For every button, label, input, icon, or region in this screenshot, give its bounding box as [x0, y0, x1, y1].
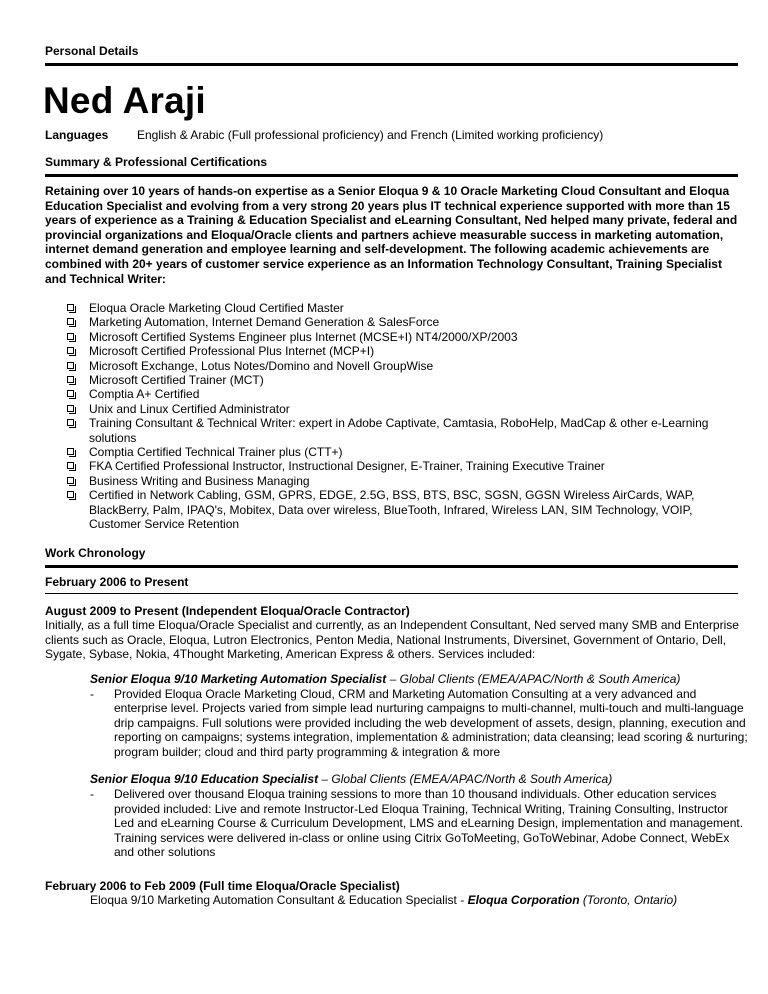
- list-item: [61, 387, 741, 401]
- role-description: [90, 687, 750, 759]
- summary-heading: Summary & Professional Certifications: [45, 155, 268, 169]
- candidate-name: Ned Araji: [43, 80, 206, 121]
- languages-label: Languages: [45, 128, 109, 142]
- role-description-text: Provided Eloqua Oracle Marketing Cloud, CRM and Marketing Automation Consulting at a very advanced and enterprise level. Projects varied from simple lead nurturing campaigns to multi-channel, multi-touch and multi-language drip campaigns. Full solutions were provided including the web development of assets, design, planning, execution and reporting on campaigns; systems integration, implementation & administration; data cleansing; lead scoring & nurturing; program builder; cloud and third party programming & integration & more: [114, 687, 748, 759]
- job-title: August 2009 to Present (Independent Eloqua/Oracle Contractor): [45, 604, 410, 618]
- list-item: [61, 402, 741, 416]
- role-title-line: [90, 672, 750, 686]
- role-title-line: [90, 772, 750, 786]
- role-entry: [90, 772, 750, 859]
- personal-details-heading: Personal Details: [45, 44, 139, 58]
- dash-bullet: -: [90, 787, 94, 802]
- job-entry: [45, 879, 745, 908]
- list-item: [61, 315, 741, 329]
- checkbox-bullet-icon: [67, 318, 74, 325]
- job-role: Eloqua 9/10 Marketing Automation Consultant & Education Specialist -: [90, 893, 468, 908]
- list-item: [61, 301, 741, 315]
- languages-value: English & Arabic (Full professional proficiency) and French (Limited working proficiency): [137, 128, 604, 142]
- section-divider: [45, 565, 738, 568]
- certification-text: Comptia A+ Certified: [89, 387, 200, 402]
- list-item: [61, 445, 741, 459]
- role-description-text: Delivered over thousand Eloqua training sessions to more than 10 thousand individuals. Other education services provided included: Live and remote Instructor-Led Eloqua Training, Technical Writing, Training Consulting, Instructor Led and eLearning Course & Curriculum Development, LMS and eLearning Design, implementation and management. Training services were delivered in-class or online using Citrix GoToMeeting, GoToWebinar, Adobe Connect, WebEx and other solutions: [114, 787, 744, 860]
- period-heading: February 2006 to Present: [45, 575, 189, 589]
- certification-text: Certified in Network Cabling, GSM, GPRS, EDGE, 2.5G, BSS, BTS, BSC, SGSN, GGSN Wireless AirCards, WAP, BlackBerry, Palm, IPAQ's, Mobitex, Data over wireless, BlueTooth, Infrared, Wireless LAN, SIM Technology, VOIP, Customer Service Retention: [89, 488, 695, 532]
- certification-text: Microsoft Exchange, Lotus Notes/Domino and Novell GroupWise: [89, 358, 434, 373]
- list-item: [61, 373, 741, 387]
- role-separator: –: [318, 772, 332, 787]
- list-item: [61, 344, 741, 358]
- checkbox-bullet-icon: [67, 448, 74, 455]
- checkbox-bullet-icon: [67, 405, 74, 412]
- role-separator: –: [386, 671, 400, 686]
- checkbox-bullet-icon: [67, 376, 74, 383]
- role-description: [90, 787, 750, 859]
- list-item: [61, 488, 741, 531]
- certification-text: Unix and Linux Certified Administrator: [89, 401, 290, 416]
- job-intro: Initially, as a full time Eloqua/Oracle Specialist and currently, as an Independent Consultant, Ned served many SMB and Enterprise clients such as Oracle, Eloqua, Lutron Electronics, Penton Media, National Instruments, Diversinet, Government of Ontario, Dell, Sygate, Sybase, Nokia, 4Thought Marketing, American Express & others. Services included:: [45, 618, 739, 662]
- company-name: Eloqua Corporation: [467, 893, 580, 908]
- checkbox-bullet-icon: [67, 390, 74, 397]
- certifications-list: [61, 301, 741, 532]
- job-entry: [45, 604, 748, 860]
- checkbox-bullet-icon: [67, 477, 74, 484]
- certification-text: FKA Certified Professional Instructor, Instructional Designer, E-Trainer, Training Executive Trainer: [89, 459, 605, 474]
- dash-bullet: -: [90, 687, 94, 702]
- period-divider: [45, 593, 738, 594]
- role-title: Senior Eloqua 9/10 Marketing Automation Specialist: [90, 671, 387, 686]
- role-clients: Global Clients (EMEA/APAC/North & South America): [399, 671, 681, 686]
- company-location: (Toronto, Ontario): [579, 893, 678, 908]
- certification-text: Training Consultant & Technical Writer: expert in Adobe Captivate, Camtasia, RoboHelp, MadCap & other e-Learning solutions: [89, 416, 709, 445]
- section-divider: [45, 174, 738, 177]
- list-item: [61, 474, 741, 488]
- role-clients: Global Clients (EMEA/APAC/North & South America): [331, 772, 613, 787]
- list-item: [61, 330, 741, 344]
- certification-text: Business Writing and Business Managing: [89, 473, 310, 488]
- list-item: [61, 459, 741, 473]
- section-divider: [45, 63, 738, 66]
- certification-text: Microsoft Certified Systems Engineer plus Internet (MCSE+I) NT4/2000/XP/2003: [89, 329, 518, 344]
- checkbox-bullet-icon: [67, 347, 74, 354]
- certification-text: Marketing Automation, Internet Demand Generation & SalesForce: [89, 315, 440, 330]
- checkbox-bullet-icon: [67, 333, 74, 340]
- certification-text: Microsoft Certified Trainer (MCT): [89, 373, 264, 388]
- job-role-line: [45, 893, 745, 907]
- work-chronology-heading: Work Chronology: [45, 546, 146, 560]
- job-title: February 2006 to Feb 2009 (Full time Eloqua/Oracle Specialist): [45, 879, 400, 893]
- checkbox-bullet-icon: [67, 362, 74, 369]
- checkbox-bullet-icon: [67, 304, 74, 311]
- role-title: Senior Eloqua 9/10 Education Specialist: [90, 772, 319, 787]
- certification-text: Microsoft Certified Professional Plus Internet (MCP+I): [89, 344, 375, 359]
- checkbox-bullet-icon: [67, 419, 74, 426]
- languages-row: [45, 128, 603, 142]
- checkbox-bullet-icon: [67, 491, 74, 498]
- role-entry: [90, 672, 750, 759]
- summary-paragraph: Retaining over 10 years of hands-on expertise as a Senior Eloqua 9 & 10 Oracle Marketing Cloud Consultant and Eloqua Education Specialist and evolving from a very strong 20 years plus IT technical experience supported with more than 15 years of experience as a Training & Education Specialist and eLearning Consultant, Ned helped many private, federal and provincial organizations and Eloqua/Oracle clients and partners achieve measurable success in marketing automation, internet demand generation and employee learning and self-development. The following academic achievements are combined with 20+ years of customer service experience as an Information Technology Consultant, Training Specialist and Technical Writer:: [45, 184, 738, 286]
- list-item: [61, 416, 741, 445]
- certification-text: Eloqua Oracle Marketing Cloud Certified Master: [89, 301, 344, 315]
- certification-text: Comptia Certified Technical Trainer plus (CTT+): [89, 445, 343, 460]
- checkbox-bullet-icon: [67, 462, 74, 469]
- list-item: [61, 359, 741, 373]
